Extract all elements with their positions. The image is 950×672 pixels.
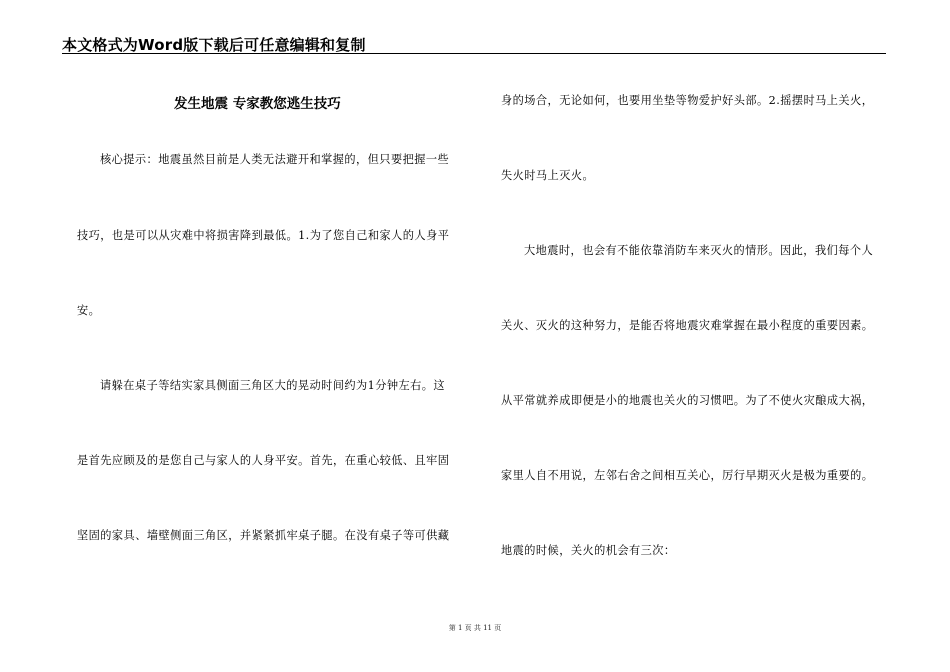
page-number-footer: 第 1 页 共 11 页	[448, 624, 502, 632]
right-line-3: 大地震时，也会有不能依靠消防车来灭火的情形。因此，我们每个人	[524, 244, 874, 257]
right-line-2: 失火时马上灭火。	[501, 169, 595, 182]
left-line-2: 技巧，也是可以从灾难中将损害降到最低。1.为了您自己和家人的人身平	[77, 229, 450, 242]
right-line-4: 关火、灭火的这种努力，是能否将地震灾难掌握在最小程度的重要因素。	[501, 319, 874, 332]
header-divider	[62, 53, 886, 54]
document-header-title: 本文格式为Word版下载后可任意编辑和复制	[62, 36, 366, 54]
left-line-1: 核心提示：地震虽然目前是人类无法避开和掌握的，但只要把握一些	[100, 153, 450, 166]
left-line-5: 是首先应顾及的是您自己与家人的人身平安。首先，在重心较低、且牢固	[77, 454, 450, 467]
right-line-6: 家里人自不用说，左邻右舍之间相互关心，厉行早期灭火是极为重要的。	[501, 469, 874, 482]
right-line-1: 身的场合，无论如何，也要用坐垫等物爱护好头部。2.摇摆时马上关火，	[501, 94, 874, 107]
article-title: 发生地震 专家教您逃生技巧	[174, 96, 341, 112]
left-line-3: 安。	[77, 304, 101, 317]
right-line-7: 地震的时候，关火的机会有三次：	[501, 544, 676, 557]
right-line-5: 从平常就养成即便是小的地震也关火的习惯吧。为了不使火灾酿成大祸，	[501, 394, 874, 407]
left-line-4: 请躲在桌子等结实家具侧面三角区大的晃动时间约为1分钟左右。这	[100, 379, 446, 392]
left-line-6: 坚固的家具、墙壁侧面三角区，并紧紧抓牢桌子腿。在没有桌子等可供藏	[77, 529, 450, 542]
